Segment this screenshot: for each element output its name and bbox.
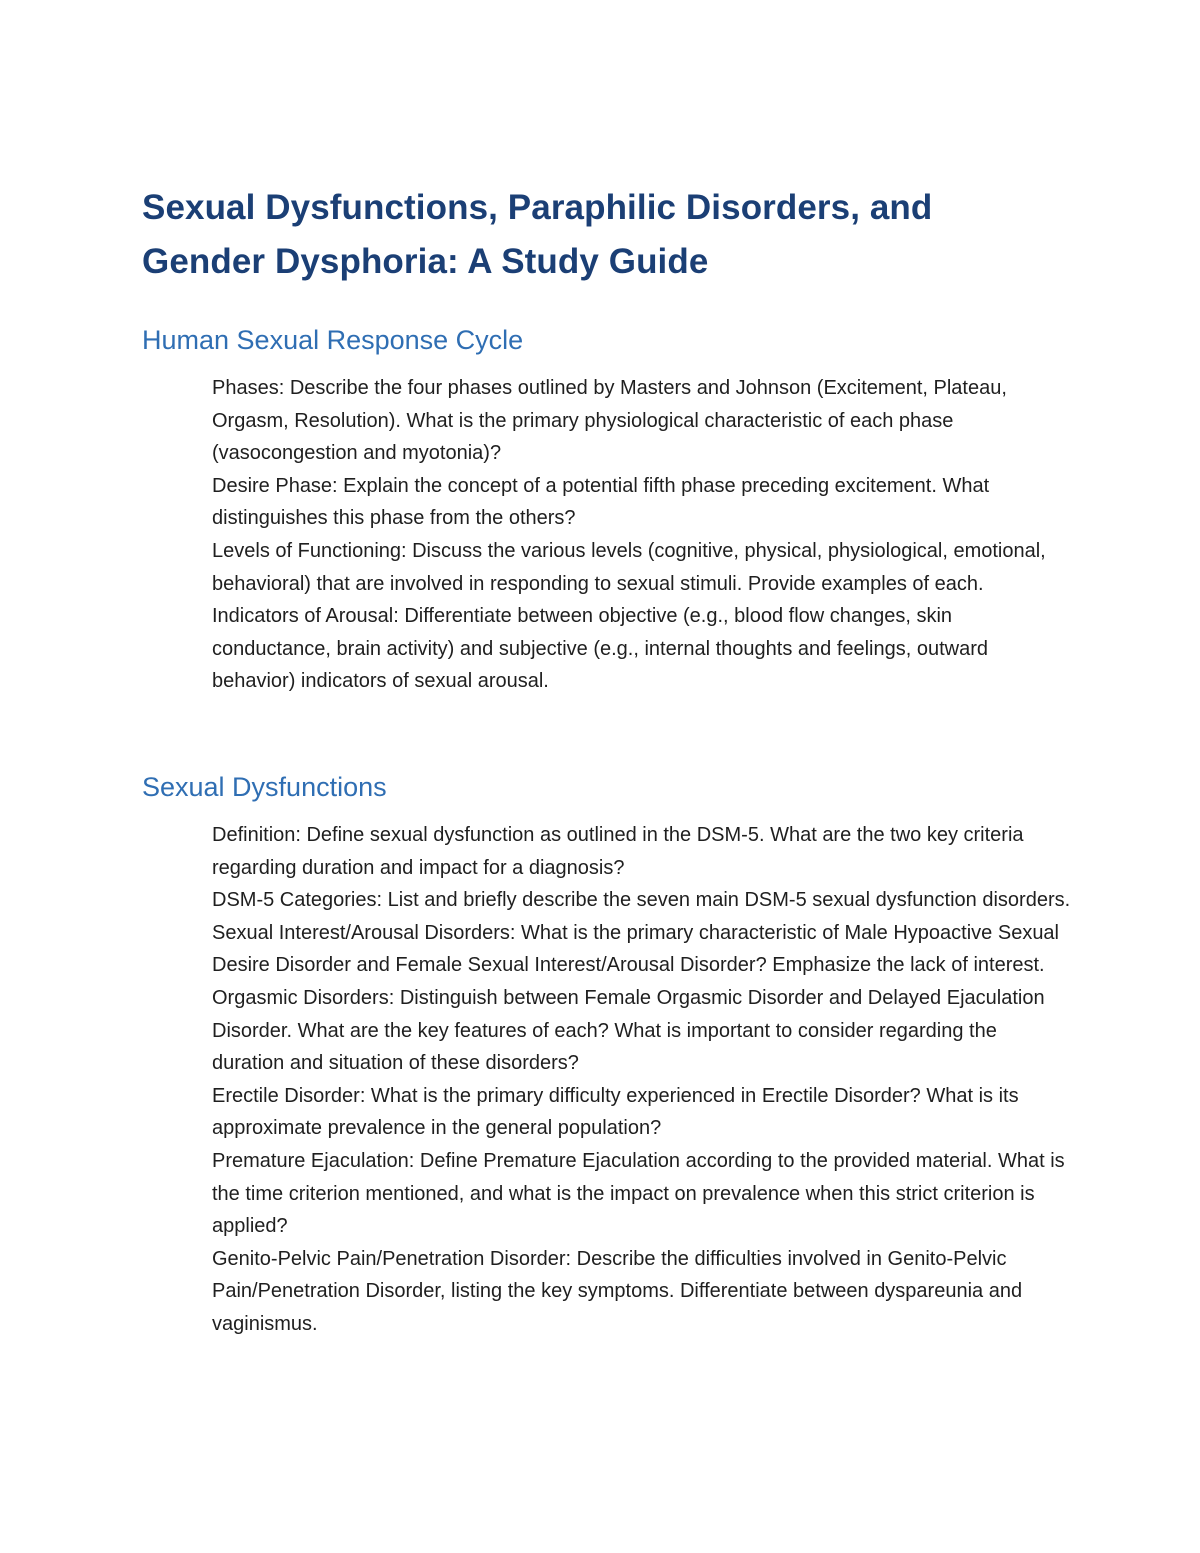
list-item: Desire Phase: Explain the concept of a potential fifth phase preceding excitement. What distinguishes this phase from the others?	[212, 474, 990, 530]
list-item: Erectile Disorder: What is the primary difficulty experienced in Erectile Disorder? What is its approximate prevalence in the general population?	[212, 1084, 1019, 1140]
list-item: Orgasmic Disorders: Distinguish between Female Orgasmic Disorder and Delayed Ejaculation Disorder. What are the key features of each? What is important to consider regarding the duration and situation of these disorders?	[212, 986, 1045, 1075]
list-item: Phases: Describe the four phases outlined by Masters and Johnson (Excitement, Plateau, Orgasm, Resolution). What is the primary physiological characteristic of each phase (vasocongestion and myotonia)?	[212, 377, 1007, 465]
list-item: Premature Ejaculation: Define Premature Ejaculation according to the provided material. What is the time criterion mentioned, and what is the impact on prevalence when this strict criterion is applied?	[212, 1149, 1065, 1238]
list-item: Definition: Define sexual dysfunction as outlined in the DSM-5. What are the two key criteria regarding duration and impact for a diagnosis?	[212, 824, 1024, 879]
list-item: DSM-5 Categories: List and briefly describe the seven main DSM-5 sexual dysfunction disorders.	[212, 889, 1071, 912]
list-item: Genito-Pelvic Pain/Penetration Disorder: Describe the difficulties involved in Genito-Pelvic Pain/Penetration Disorder, listing the key symptoms. Differentiate between dyspareunia and vaginismus.	[212, 1247, 1023, 1335]
section-heading-human-sexual-response-cycle: Human Sexual Response Cycle	[142, 325, 524, 355]
list-item: Indicators of Arousal: Differentiate between objective (e.g., blood flow changes, skin conductance, brain activity) and subjective (e.g., internal thoughts and feelings, outward behavior) indicators of sexual arousal.	[212, 605, 989, 693]
section-heading-sexual-dysfunctions: Sexual Dysfunctions	[142, 772, 387, 802]
list-item: Sexual Interest/Arousal Disorders: What is the primary characteristic of Male Hypoactive Sexual Desire Disorder and Female Sexual Interest/Arousal Disorder? Emphasize the lack of interest.	[212, 921, 1060, 977]
list-item: Levels of Functioning: Discuss the various levels (cognitive, physical, physiological, emotional, behavioral) that are involved in responding to sexual stimuli. Provide examples of each.	[212, 539, 1046, 595]
human-sexual-response-cycle-list	[212, 372, 1072, 698]
document-title: Sexual Dysfunctions, Paraphilic Disorders, and Gender Dysphoria: A Study Guide	[142, 188, 933, 281]
sexual-dysfunctions-list	[212, 819, 1072, 1341]
